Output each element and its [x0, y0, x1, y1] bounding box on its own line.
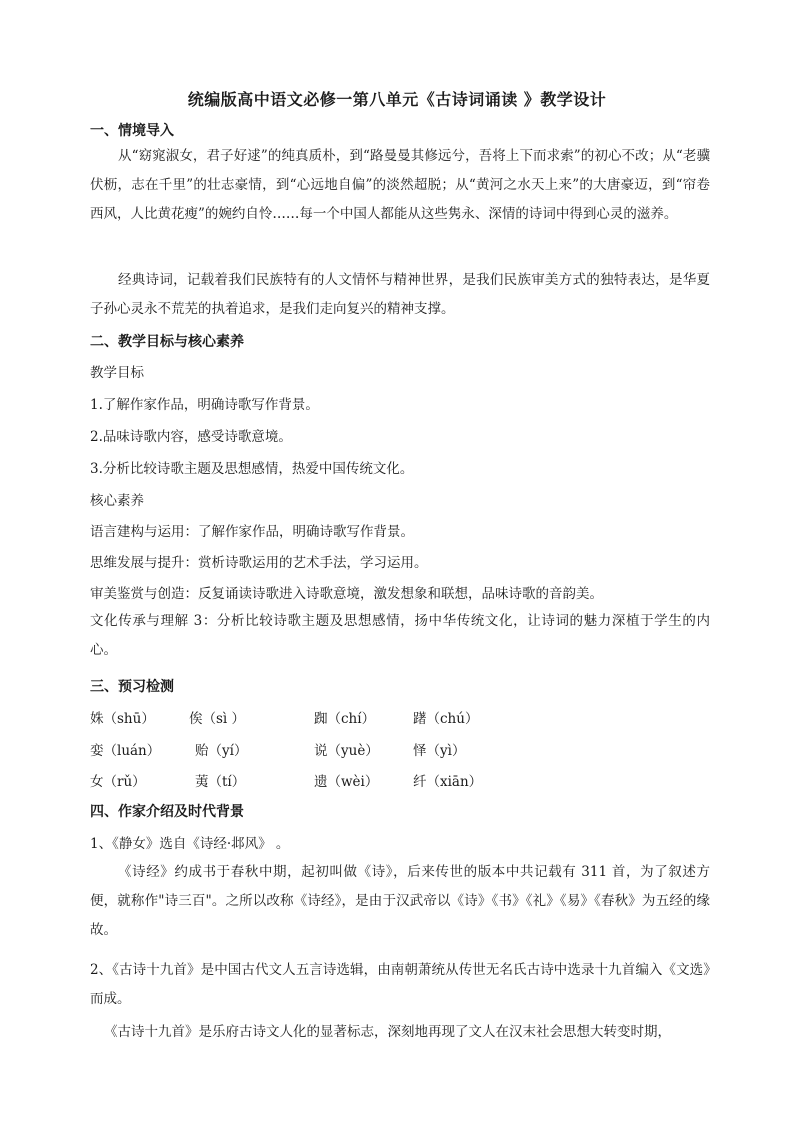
- pinyin-item: 荑（tí）: [195, 774, 246, 790]
- background-item-2: 2、《古诗十九首》是中国古代文人五言诗选辑，由南朝萧统从传世无名氏古诗中选录十九首编入《文选》而成。: [90, 962, 710, 1007]
- pinyin-item: 说（yuè）: [314, 743, 379, 759]
- section-heading-goals: 二、教学目标与核心素养: [90, 334, 244, 350]
- core-item-2: 思维发展与提升：赏析诗歌运用的艺术手法，学习运用。: [90, 555, 428, 571]
- pinyin-item: 俟（sì ）: [189, 711, 246, 727]
- goals-label: 教学目标: [90, 365, 144, 381]
- goal-item-2: 2.品味诗歌内容，感受诗歌意境。: [90, 429, 292, 445]
- pinyin-item: 纤（xiān）: [413, 774, 483, 790]
- core-label: 核心素养: [90, 493, 144, 509]
- background-paragraph-2: 《古诗十九首》是乐府古诗文人化的显著标志，深刻地再现了文人在汉末社会思想大转变时期，: [104, 1024, 671, 1040]
- core-item-4: 文化传承与理解 3：分析比较诗歌主题及思想感情，扬中华传统文化，让诗词的魅力深植于学生的内心。: [90, 613, 710, 658]
- background-item-1: 1、《静女》选自《诗经·邶风》 。: [90, 836, 290, 852]
- pinyin-item: 怿（yì）: [413, 743, 466, 759]
- goal-item-1: 1.了解作家作品，明确诗歌写作背景。: [90, 397, 319, 413]
- core-item-1: 语言建构与运用：了解作家作品，明确诗歌写作背景。: [90, 524, 414, 540]
- pinyin-item: 遗（wèi）: [314, 774, 379, 790]
- intro-paragraph-2: 经典诗词，记载着我们民族特有的人文情怀与精神世界，是我们民族审美方式的独特表达，是华夏子孙心灵永不荒芜的执着追求，是我们走向复兴的精神支撑。: [90, 272, 710, 317]
- pinyin-item: 躇（chú）: [413, 711, 479, 727]
- intro-paragraph-1: 从“窈窕淑女，君子好逑”的纯真质朴，到“路曼曼其修远兮，吾将上下而求索”的初心不改；从“老骥伏枥，志在千里”的壮志豪情，到“心远地自偏”的淡然超脱；从“黄河之水天上来”的大唐豪迈，到“帘卷西风，人比黄花瘦”的婉约自怜……每一个中国人都能从这些隽永、深情的诗词中得到心灵的滋养。: [90, 148, 710, 222]
- pinyin-item: 娈（luán）: [90, 743, 161, 759]
- section-heading-intro: 一、情境导入: [90, 123, 174, 139]
- pinyin-item: 踟（chí）: [314, 711, 376, 727]
- pinyin-item: 贻（yí）: [195, 743, 248, 759]
- section-heading-preview: 三、预习检测: [90, 679, 174, 695]
- section-heading-background: 四、作家介绍及时代背景: [90, 804, 244, 820]
- background-paragraph-1: 《诗经》约成书于春秋中期，起初叫做《诗》，后来传世的版本中共记载有 311 首，为了叙述方便，就称作"诗三百"。之所以改称《诗经》，是由于汉武帝以《诗》《书》《礼》《易》《春秋》为五经的缘故。: [90, 864, 710, 938]
- pinyin-item: 女（rǔ）: [90, 774, 146, 790]
- pinyin-item: 姝（shū）: [90, 711, 155, 727]
- goal-item-3: 3.分析比较诗歌主题及思想感情，热爱中国传统文化。: [90, 461, 414, 477]
- page-title: 统编版高中语文必修一第八单元《古诗词诵读 》教学设计: [187, 90, 607, 109]
- core-item-3: 审美鉴赏与创造：反复诵读诗歌进入诗歌意境，激发想象和联想，品味诗歌的音韵美。: [90, 586, 603, 602]
